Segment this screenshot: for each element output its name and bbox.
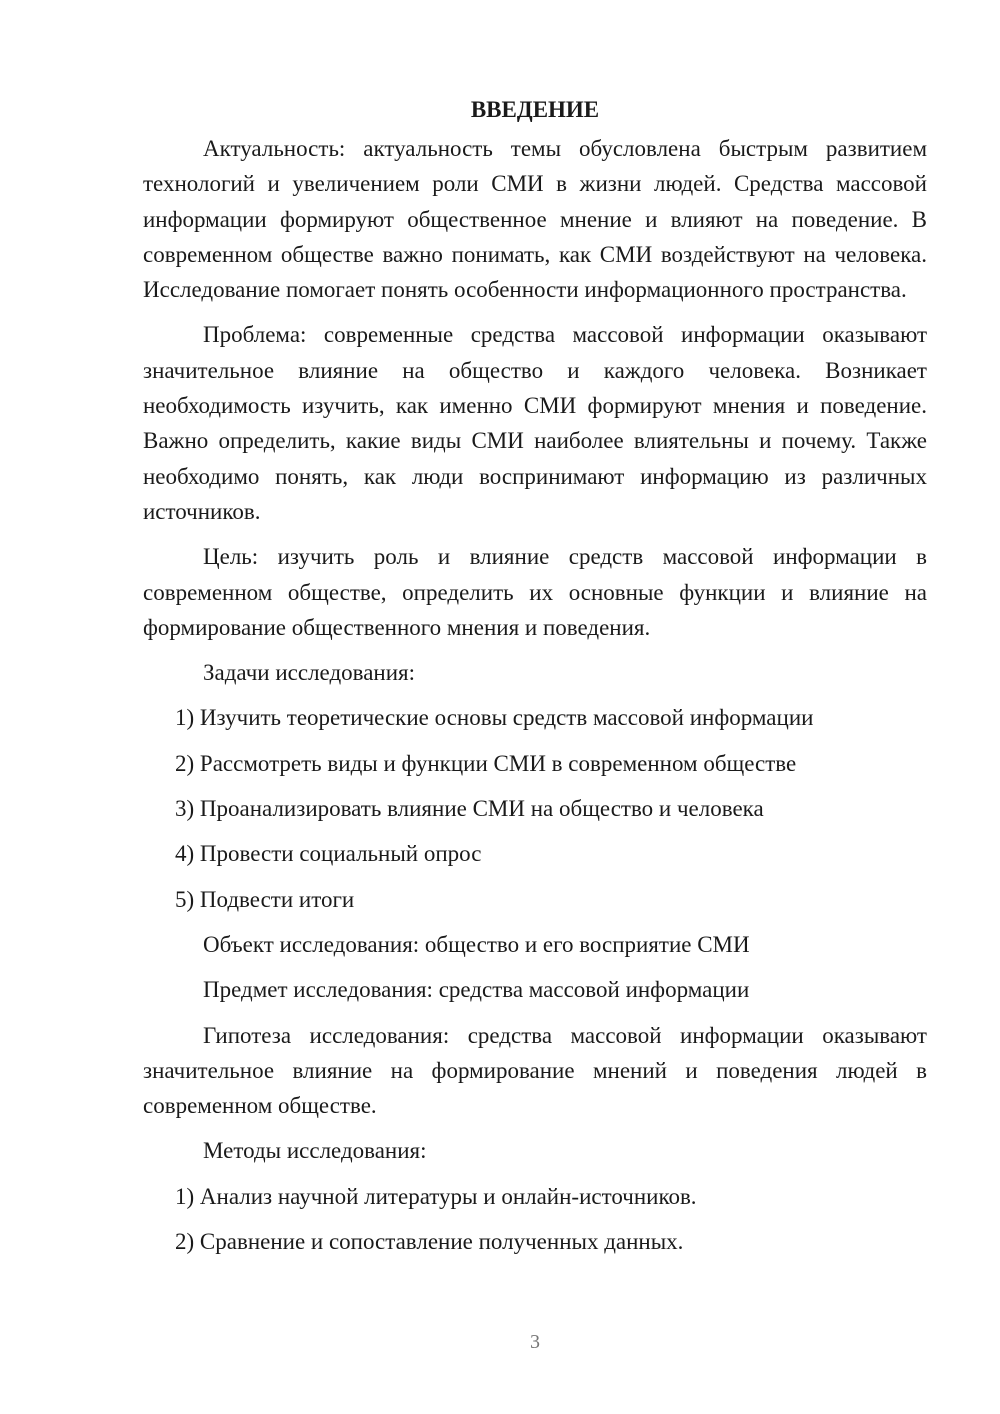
list-item: 5) Подвести итоги: [175, 886, 355, 912]
list-item: 3) Проанализировать влияние СМИ на общество и человека: [175, 796, 764, 822]
tasks-list: [143, 700, 927, 916]
methods-list: [143, 1179, 927, 1260]
tasks-heading: Задачи исследования:: [203, 660, 416, 686]
problem-paragraph: Проблема: современные средства массовой информации оказывают значительное влияние на общество и каждого человека. Возникает необходимость изучить, как именно СМИ формируют мнения и поведение. Важно определить, какие виды СМИ наиболее влиятельны и почему. Также необходимо понять, как люди воспринимают информацию из различных источников.: [143, 322, 927, 524]
relevance-paragraph: Актуальность: актуальность темы обусловлена быстрым развитием технологий и увеличением роли СМИ в жизни людей. Средства массовой информации формируют общественное мнение и влияют на поведение. В современном обществе важно понимать, как СМИ воздействуют на человека. Исследование помогает понять особенности информационного пространства.: [143, 136, 927, 303]
hypothesis-paragraph: Гипотеза исследования: средства массовой информации оказывают значительное влияние на формирование мнений и поведения людей в современном обществе.: [143, 1022, 927, 1119]
list-item: 1) Изучить теоретические основы средств массовой информации: [175, 705, 814, 731]
methods-heading: Методы исследования:: [203, 1138, 427, 1164]
list-item: 2) Рассмотреть виды и функции СМИ в современном обществе: [175, 750, 797, 776]
subject-paragraph: Предмет исследования: средства массовой информации: [203, 977, 750, 1003]
page-content: [143, 92, 927, 1269]
goal-paragraph: Цель: изучить роль и влияние средств массовой информации в современном обществе, определить их основные функции и влияние на формирование общественного мнения и поведения.: [143, 544, 927, 640]
page-title: ВВЕДЕНИЕ: [470, 97, 600, 122]
list-item: 1) Анализ научной литературы и онлайн-источников.: [175, 1183, 697, 1209]
list-item: 2) Сравнение и сопоставление полученных данных.: [175, 1229, 684, 1255]
list-item: 4) Провести социальный опрос: [175, 841, 482, 867]
object-paragraph: Объект исследования: общество и его восприятие СМИ: [203, 931, 750, 957]
page-number: 3: [530, 1331, 540, 1353]
